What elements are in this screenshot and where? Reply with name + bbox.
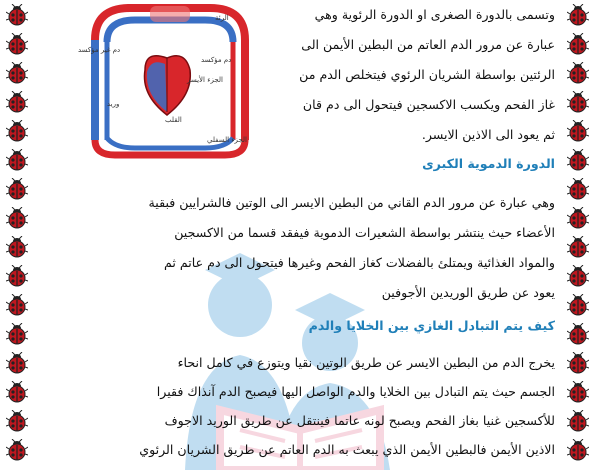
ladybug-icon	[567, 294, 589, 316]
text-line: يعود عن طريق الوريدين الأجوفين	[381, 285, 555, 300]
ladybug-icon	[6, 294, 28, 316]
ladybug-icon	[567, 352, 589, 374]
ladybug-icon	[6, 236, 28, 258]
ladybug-icon	[6, 323, 28, 345]
diagram-label-heart: القلب	[165, 116, 182, 124]
ladybug-icon	[6, 62, 28, 84]
section-paragraph-gas-exchange	[139, 348, 555, 464]
ladybug-icon	[6, 4, 28, 26]
ladybug-icon	[567, 381, 589, 403]
text-line: وتسمى بالدورة الصغرى او الدورة الرئوية وهي	[314, 7, 555, 22]
text-line: غاز الفحم ويكسب الاكسجين فيتحول الى دم قان	[302, 97, 555, 112]
text-line: للأكسجين غنيا بغاز الفحم ويصبح لونه عاتما فينتقل عن طريق الوريد الاجوف	[164, 413, 555, 428]
ladybug-icon	[567, 4, 589, 26]
text-line: الأعضاء حيث ينتشر بواسطة الشعيرات الدموية فيفقد قسما من الاكسجين	[174, 225, 555, 240]
ladybug-icon	[567, 323, 589, 345]
blood-circulation-diagram	[75, 0, 265, 160]
right-ladybug-border	[559, 0, 595, 470]
ladybug-icon	[567, 207, 589, 229]
diagram-label-lower-body: الجزء السفلي	[207, 136, 247, 144]
ladybug-icon	[6, 149, 28, 171]
ladybug-icon	[567, 236, 589, 258]
left-ladybug-border	[0, 0, 36, 470]
ladybug-icon	[6, 207, 28, 229]
ladybug-icon	[567, 178, 589, 200]
ladybug-icon	[567, 265, 589, 287]
text-line: وهي عبارة عن مرور الدم القاني من البطين الايسر الى الوتين فالشرايين فبقية	[148, 195, 555, 210]
section-paragraph-systemic	[149, 188, 555, 308]
diagram-label-lung: الرئة	[215, 14, 229, 22]
text-line: عبارة عن مرور الدم العاتم من البطين الأيمن الى	[301, 37, 555, 52]
ladybug-icon	[567, 62, 589, 84]
text-line: والمواد الغذائية ويمتلئ بالفضلات كغاز الفحم وغيرها فيتحول الى دم عاتم ثم	[164, 255, 555, 270]
diagram-label-upper-body: الجزء الأيسر	[187, 76, 223, 84]
ladybug-icon	[567, 120, 589, 142]
ladybug-icon	[6, 33, 28, 55]
text-line: ثم يعود الى الاذين الايسر.	[421, 127, 555, 142]
text-line: الرئتين بواسطة الشريان الرئوي فيتخلص الدم من	[299, 67, 555, 82]
ladybug-icon	[567, 91, 589, 113]
ladybug-icon	[6, 439, 28, 461]
ladybug-icon	[567, 439, 589, 461]
diagram-label-oxygenated: دم مؤكسد	[201, 56, 232, 64]
section-heading-systemic: الدورة الدموية الكبرى	[422, 156, 555, 171]
ladybug-icon	[567, 410, 589, 432]
ladybug-icon	[6, 91, 28, 113]
diagram-label-deoxygenated: دم غير مؤكسد	[78, 46, 121, 54]
diagram-label-vein: وريد	[107, 100, 120, 108]
ladybug-icon	[567, 149, 589, 171]
ladybug-icon	[6, 120, 28, 142]
section-heading-gas-exchange: كيف يتم التبادل الغازي بين الخلايا والدم	[308, 318, 555, 333]
ladybug-icon	[6, 178, 28, 200]
ladybug-icon	[6, 410, 28, 432]
text-line: الاذين الأيمن فالبطين الأيمن الذي يبعث به الدم العاتم عن طريق الشريان الرئوي	[139, 442, 555, 457]
text-line: يخرج الدم من البطين الايسر عن طريق الوتين نقيا ويتوزع في كامل انحاء	[177, 355, 555, 370]
ladybug-icon	[6, 265, 28, 287]
intro-paragraph	[299, 0, 555, 150]
ladybug-icon	[567, 33, 589, 55]
ladybug-icon	[6, 352, 28, 374]
ladybug-icon	[6, 381, 28, 403]
text-line: الجسم حيث يتم التبادل بين الخلايا والدم الواصل اليها فيصبح الدم آنذاك فقيرا	[156, 384, 555, 399]
